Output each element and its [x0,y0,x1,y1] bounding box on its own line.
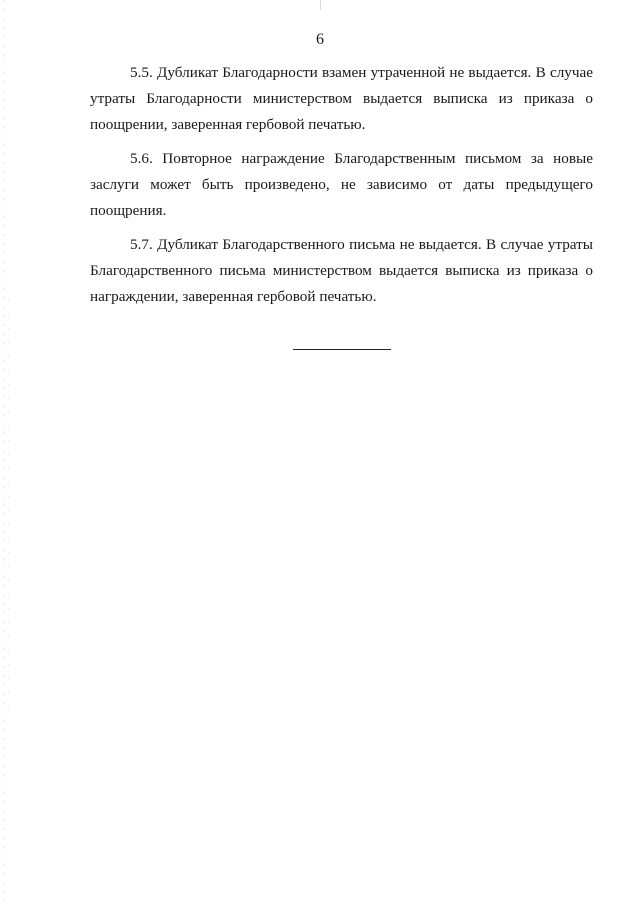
paragraph-5-5: 5.5. Дубликат Благодарности взамен утраченной не выдается. В случае утраты Благодарности министерством выдается выписка из приказа о поощрении, заверенная гербовой печатью. [90,64,593,133]
page-number: 6 [316,31,324,48]
paragraph-5-6: 5.6. Повторное награждение Благодарственным письмом за новые заслуги может быть произведено, не зависимо от даты предыдущего поощрения. [90,150,593,219]
scan-top-mark [320,0,321,10]
closing-rule [293,349,391,350]
document-body [90,60,593,318]
scan-edge-marks [3,0,4,905]
scan-edge-marks-secondary [8,300,9,720]
paragraph-5-7: 5.7. Дубликат Благодарственного письма не выдается. В случае утраты Благодарственного письма министерством выдается выписка из приказа о награждении, заверенная гербовой печатью. [90,236,593,305]
